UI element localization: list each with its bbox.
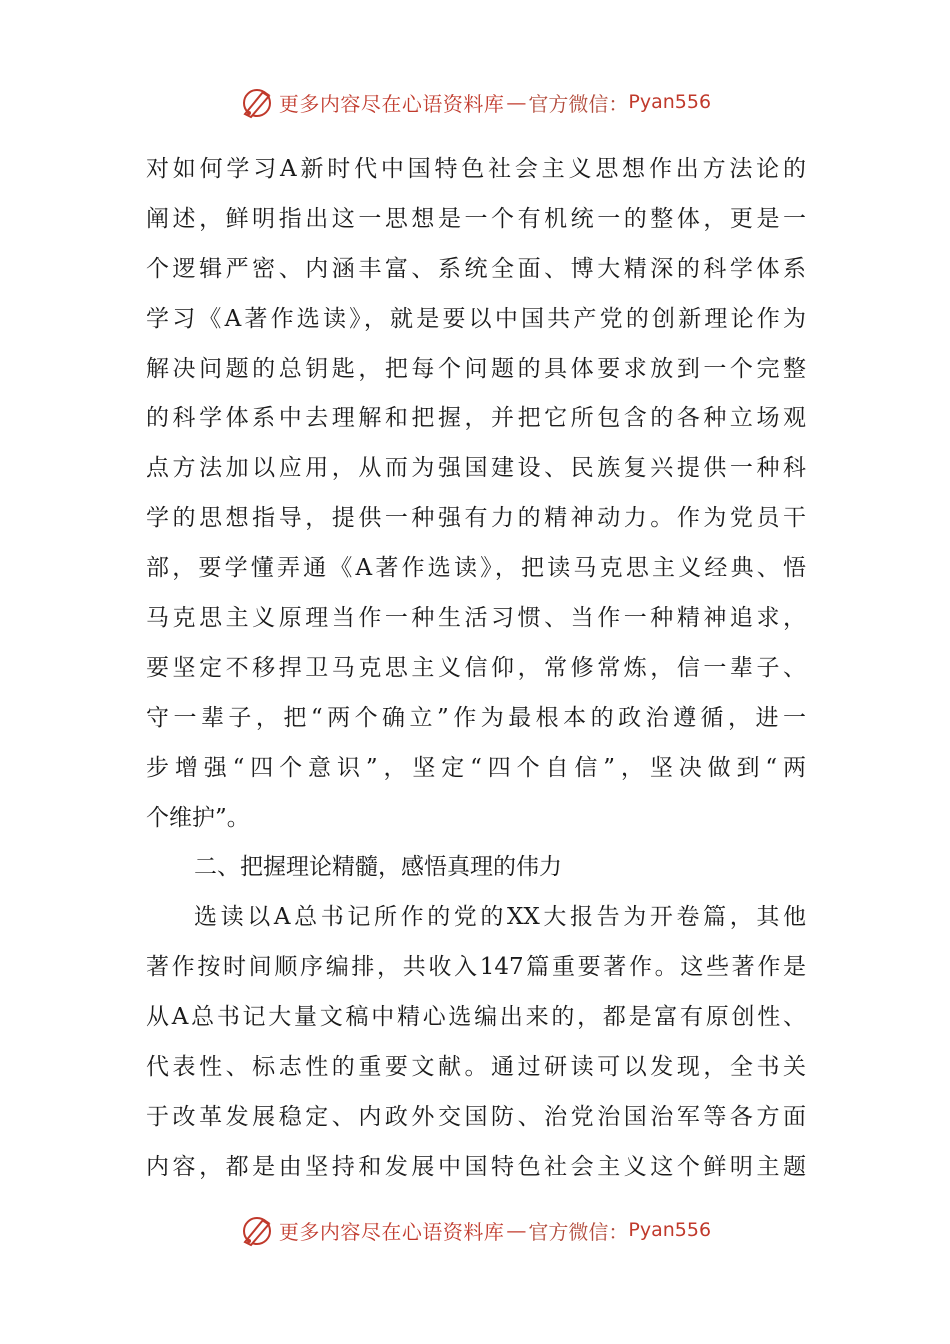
body-line: 的科学体系中去理解和把握，并把它所包含的各种立场观 bbox=[146, 405, 806, 432]
section-line: 著作按时间顺序编排，共收入147篇重要著作。这些著作是 bbox=[146, 954, 806, 981]
pen-nib-icon bbox=[239, 84, 275, 120]
document-body bbox=[146, 145, 806, 1193]
body-line: 部，要学懂弄通《A著作选读》，把读马克思主义经典、悟 bbox=[146, 555, 806, 582]
body-line: 点方法加以应用，从而为强国建设、民族复兴提供一种科 bbox=[146, 455, 806, 482]
body-line: 个维护”。 bbox=[146, 804, 250, 831]
body-line: 守一辈子，把“两个确立”作为最根本的政治遵循，进一 bbox=[146, 704, 806, 731]
body-line: 学习《A著作选读》，就是要以中国共产党的创新理论作为 bbox=[146, 305, 806, 332]
header-banner bbox=[0, 80, 950, 124]
body-line: 马克思主义原理当作一种生活习惯、当作一种精神追求， bbox=[146, 605, 806, 632]
section-heading: 二、把握理论精髓，感悟真理的伟力 bbox=[194, 854, 562, 881]
section-line: 内容，都是由坚持和发展中国特色社会主义这个鲜明主题 bbox=[146, 1153, 806, 1180]
body-line: 对如何学习A新时代中国特色社会主义思想作出方法论的 bbox=[146, 156, 806, 182]
section-line: 代表性、标志性的重要文献。通过研读可以发现，全书关 bbox=[146, 1054, 806, 1081]
banner-text: 更多内容尽在心语资料库 bbox=[278, 91, 505, 116]
body-line: 要坚定不移捍卫马克思主义信仰，常修常炼，信一辈子、 bbox=[146, 654, 806, 681]
footer-banner bbox=[0, 1208, 950, 1252]
body-line: 阐述，鲜明指出这一思想是一个有机统一的整体，更是一 bbox=[146, 205, 806, 232]
banner-wechat-id: Pyan556 bbox=[628, 91, 712, 113]
banner-wechat-label: 官方微信： bbox=[528, 91, 629, 116]
section-line: 从A总书记大量文稿中精心选编出来的，都是富有原创性、 bbox=[146, 1004, 806, 1031]
pen-nib-icon bbox=[239, 1212, 275, 1248]
banner-dash: — bbox=[506, 90, 527, 114]
section-line: 于改革发展稳定、内政外交国防、治党治国治军等各方面 bbox=[146, 1103, 806, 1130]
body-line: 步增强“四个意识”，坚定“四个自信”，坚决做到“两 bbox=[146, 754, 806, 781]
body-line: 学的思想指导，提供一种强有力的精神动力。作为党员干 bbox=[146, 505, 806, 532]
body-line: 解决问题的总钥匙，把每个问题的具体要求放到一个完整 bbox=[146, 355, 806, 382]
section-line: 选读以A总书记所作的党的XX大报告为开卷篇，其他 bbox=[194, 904, 806, 931]
banner-wechat-id: Pyan556 bbox=[628, 1219, 712, 1241]
banner-wechat-label: 官方微信： bbox=[528, 1219, 629, 1244]
banner-text: 更多内容尽在心语资料库 bbox=[278, 1219, 505, 1244]
banner-dash: — bbox=[506, 1218, 527, 1242]
body-line: 个逻辑严密、内涵丰富、系统全面、博大精深的科学体系 bbox=[146, 255, 806, 282]
